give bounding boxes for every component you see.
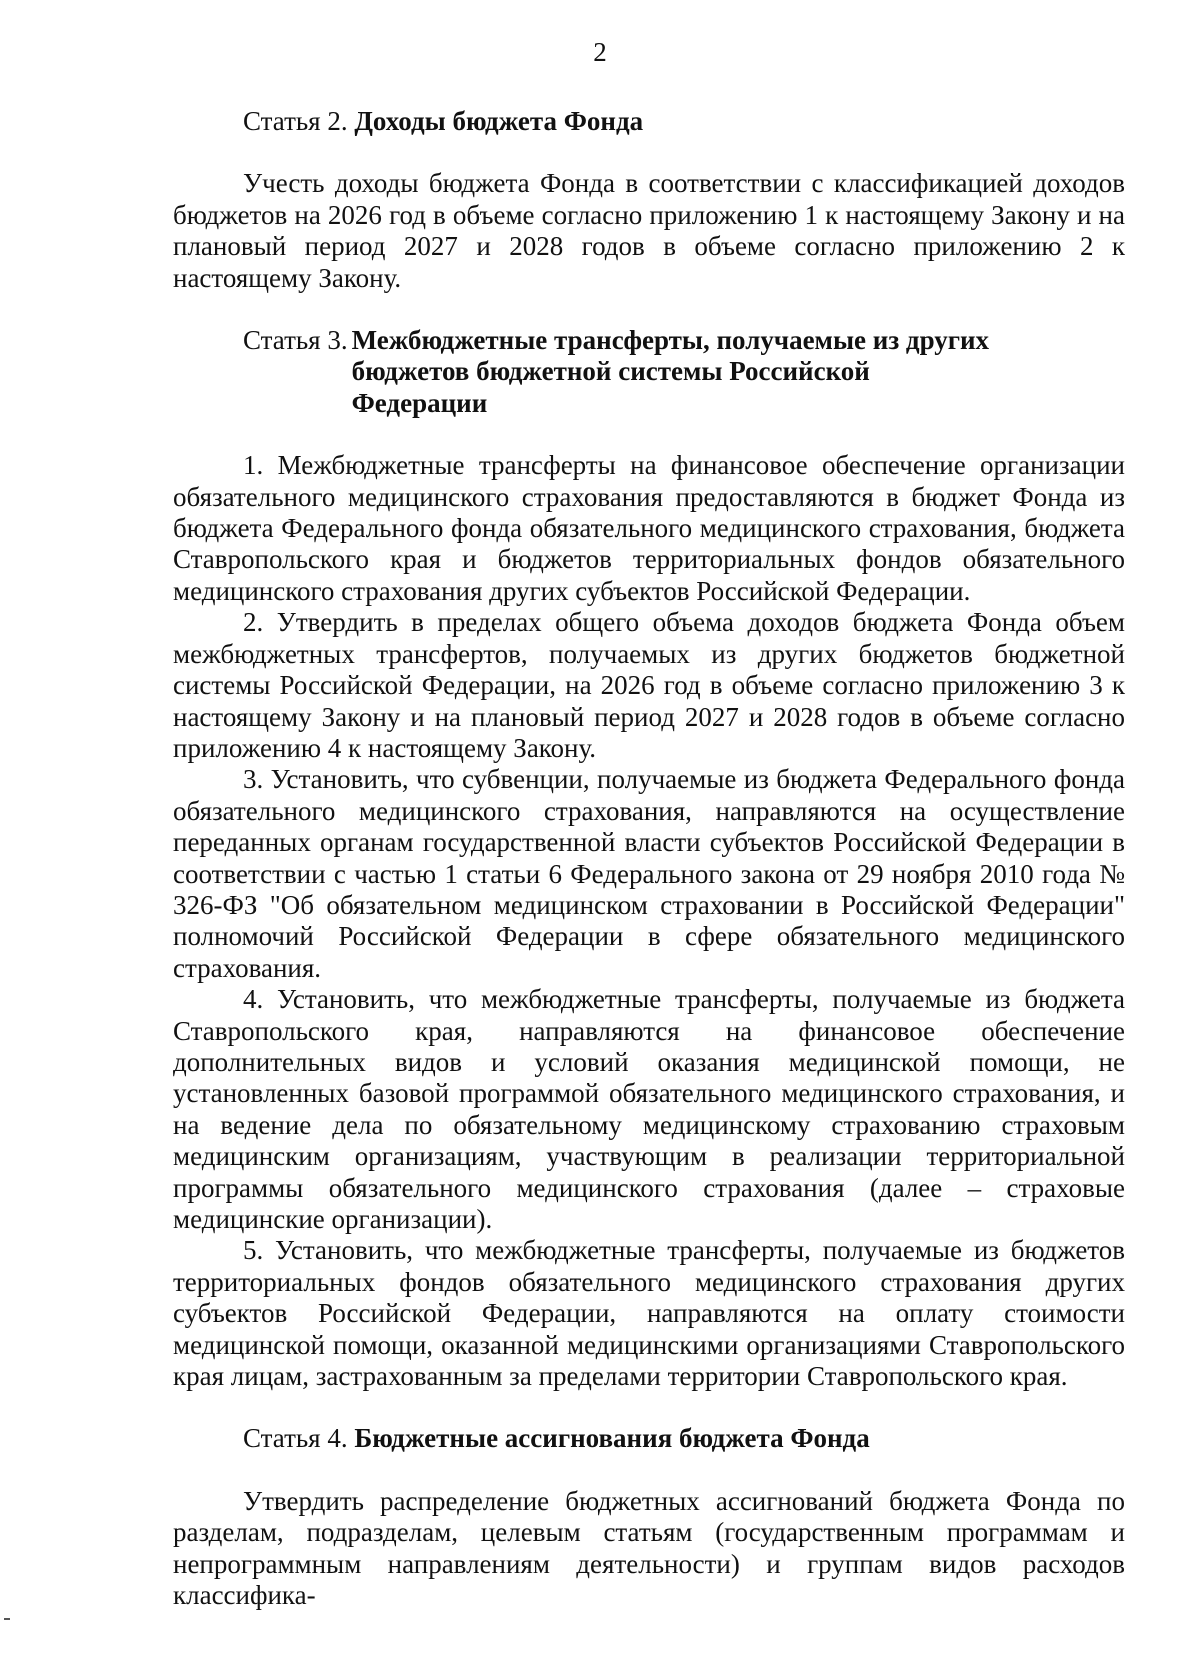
article-3 (173, 325, 1125, 1392)
paragraph: 1. Межбюджетные трансферты на финансовое обеспечение организации обязательного медицинского страхования предоставляются в бюджет Фонда из бюджета Федерального фонда обязательного медицинского страхования, бюджета Ставропольского края и бюджетов территориальных фондов обязательного медицинского страхования других субъектов Российской Федерации. (173, 450, 1125, 606)
paragraph: Утвердить распределение бюджетных ассигнований бюджета Фонда по разделам, подразделам, целевым статьям (государственным программам и непрограммным направлениям деятельности) и группам видов расходов классифика- (173, 1485, 1125, 1611)
paragraph: 4. Установить, что межбюджетные трансферты, получаемые из бюджета Ставропольского края, направляются на финансовое обеспечение дополнительных видов и условий оказания медицинской помощи, не установленных базовой программой обязательного медицинского страхования, и на ведение дела по обязательному медицинскому страхованию страховым медицинским организациям, участвующим в реализации территориальной программы обязательного медицинского страхования (далее – страховые медицинские организации). (173, 984, 1125, 1234)
article-title: Бюджетные ассигнования бюджета Фонда (354, 1423, 870, 1454)
paragraph: 2. Утвердить в пределах общего объема доходов бюджета Фонда объем межбюджетных трансфертов, получаемых из других бюджетов бюджетной системы Российской Федерации, на 2026 год в объеме согласно приложению 3 к настоящему Закону и на плановый период 2027 и 2028 годов в объеме согласно приложению 4 к настоящему Закону. (173, 607, 1125, 763)
article-label: Статья 4. (243, 1423, 348, 1454)
article-title: Доходы бюджета Фонда (354, 106, 644, 136)
article-2 (173, 106, 1125, 294)
article-heading (173, 1423, 1125, 1454)
scan-artifact-mark (4, 1618, 10, 1620)
article-label: Статья 2. (243, 106, 348, 136)
article-heading (173, 106, 1125, 137)
article-label: Статья 3. (243, 325, 348, 356)
document-body (173, 106, 1125, 1611)
page-number: 2 (593, 37, 607, 67)
paragraph: 5. Установить, что межбюджетные трансферты, получаемые из бюджетов территориальных фондов обязательного медицинского страхования других субъектов Российской Федерации, направляются на оплату стоимости медицинской помощи, оказанной медицинскими организациями Ставропольского края лицам, застрахованным за пределами территории Ставропольского края. (173, 1235, 1125, 1392)
article-heading (173, 325, 1125, 419)
paragraph: Учесть доходы бюджета Фонда в соответствии с классификацией доходов бюджетов на 2026 год в объеме согласно приложению 1 к настоящему Закону и на плановый период 2027 и 2028 годов в объеме согласно приложению 2 к настоящему Закону. (173, 168, 1125, 293)
paragraph: 3. Установить, что субвенции, получаемые из бюджета Федерального фонда обязательного медицинского страхования, направляются на осуществление переданных органам государственной власти субъектов Российской Федерации в соответствии с частью 1 статьи 6 Федерального закона от 29 ноября 2010 года № 326-ФЗ "Об обязательном медицинском страховании в Российской Федерации" полномочий Российской Федерации в сфере обязательного медицинского страхования. (173, 764, 1125, 983)
article-4 (173, 1423, 1125, 1611)
article-title: Межбюджетные трансферты, получаемые из других бюджетов бюджетной системы Российской Федерации (351, 325, 990, 418)
